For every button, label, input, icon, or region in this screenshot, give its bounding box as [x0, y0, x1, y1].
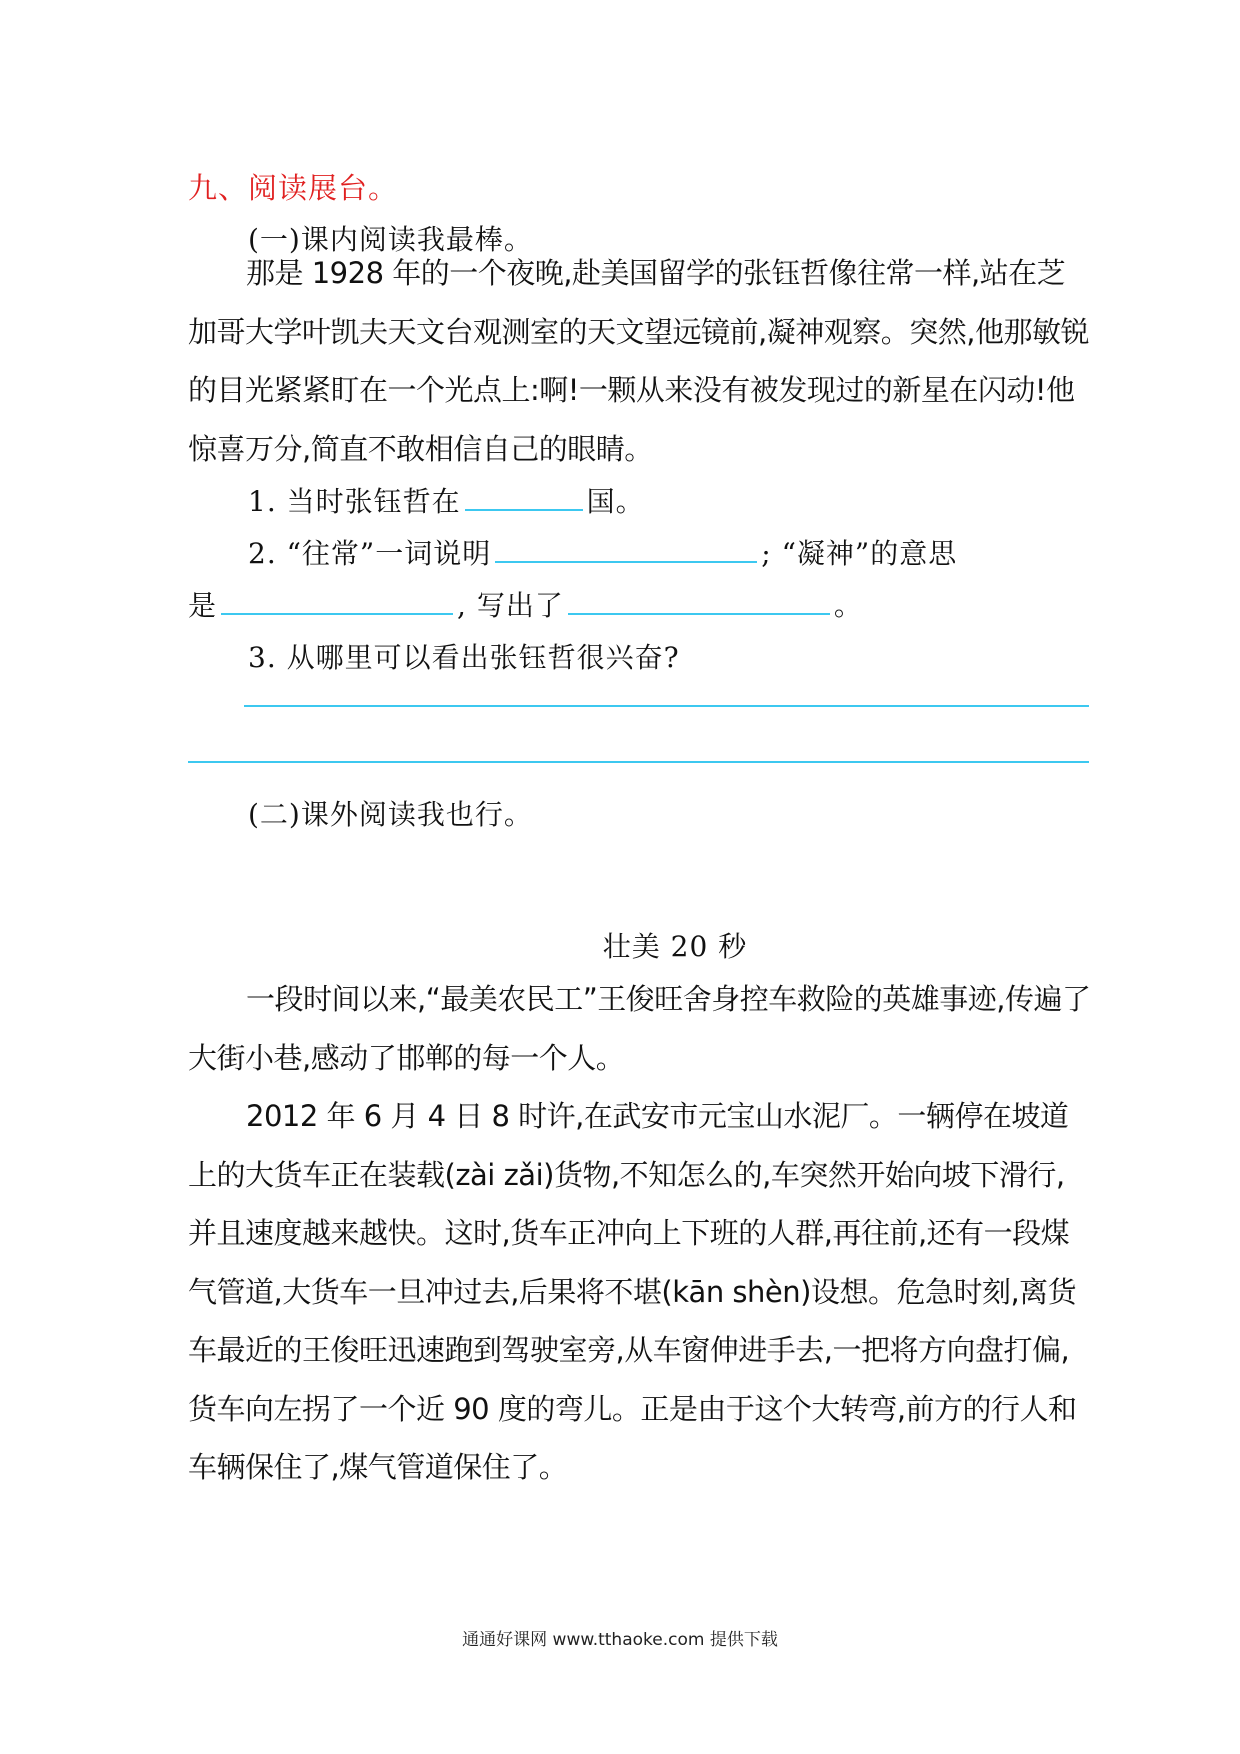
part1-heading: (一)课内阅读我最棒。 [248, 223, 533, 256]
question-2-blank-explain[interactable] [495, 533, 757, 563]
story-paragraph-2: 2012 年 6 月 4 日 8 时许,在武安市元宝山水泥厂。一辆停在坡道上的大货车正在装载(zài zǎi)货物,不知怎么的,车突然开始向坡下滑行,并且速度越来越快。这时,货车正冲向上下班的人群,再往前,还有一段煤气管道,大货车一旦冲过去,后果将不堪(kān shèn)设想。危急时刻,离货车最近的王俊旺迅速跑到驾驶室旁,从车窗伸进手去,一把将方向盘打偏,货车向左拐了一个近 90 度的弯儿。正是由于这个大转弯,前方的行人和车辆保住了,煤气管道保住了。 [188, 1099, 1077, 1484]
question-1-prefix: 1. 当时张钰哲在 [248, 485, 461, 518]
question-1 [248, 480, 645, 520]
footer-credit: 通通好课网 www.tthaoke.com 提供下载 [462, 1630, 778, 1650]
question-2-line2-prefix: 是 [188, 589, 218, 622]
question-2-blank-describes[interactable] [568, 585, 830, 615]
story-title: 壮美 20 秒 [602, 930, 748, 963]
part2-heading: (二)课外阅读我也行。 [248, 798, 533, 831]
question-3: 3. 从哪里可以看出张钰哲很兴奋? [248, 641, 680, 674]
answer-line-1[interactable] [244, 705, 1089, 707]
question-2-line2-suffix: 。 [833, 589, 863, 622]
question-2-line2 [188, 584, 863, 624]
question-2-mid: ; “凝神”的意思 [761, 537, 958, 570]
story-paragraph-1: 一段时间以来,“最美农民工”王俊旺舍身控车救险的英雄事迹,传遍了大街小巷,感动了邯郸的每一个人。 [188, 982, 1091, 1075]
question-2-prefix: 2. “往常”一词说明 [248, 537, 492, 570]
question-1-blank[interactable] [465, 481, 583, 511]
question-2 [248, 532, 957, 572]
part1-passage: 那是 1928 年的一个夜晚,赴美国留学的张钰哲像往常一样,站在芝加哥大学叶凯夫天文台观测室的天文望远镜前,凝神观察。突然,他那敏锐的目光紧紧盯在一个光点上:啊!一颗从来没有被发现过的新星在闪动!他惊喜万分,简直不敢相信自己的眼睛。 [188, 256, 1089, 466]
question-2-line2-mid: , 写出了 [457, 589, 564, 622]
question-1-suffix: 国。 [586, 485, 645, 518]
answer-line-2[interactable] [188, 761, 1089, 763]
section-title: 九、阅读展台。 [188, 171, 399, 205]
question-2-blank-meaning[interactable] [221, 585, 453, 615]
